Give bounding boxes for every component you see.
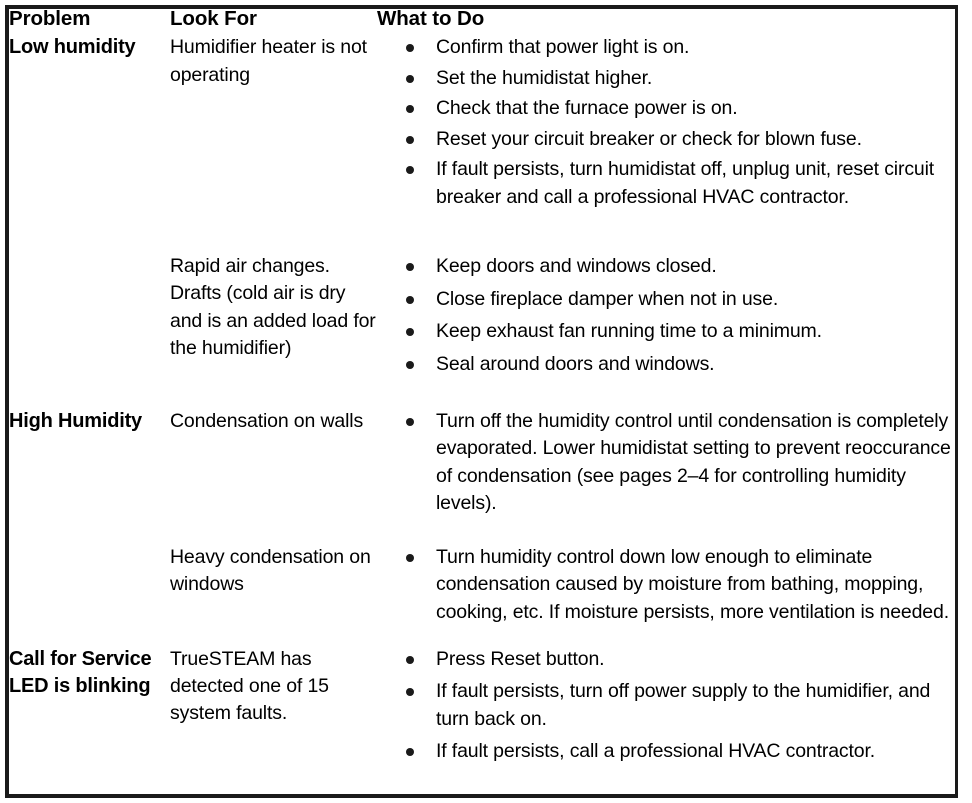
what-to-do-system-faults <box>377 646 955 794</box>
look-for-condensation-windows: Heavy condensation on windows <box>170 545 371 595</box>
what-to-do-condensation-walls <box>377 408 955 544</box>
column-header-look-for: Look For <box>170 7 257 30</box>
column-header-what-to-do: What to Do <box>377 7 485 30</box>
action-list <box>377 408 955 518</box>
action-list <box>377 34 955 211</box>
column-header-problem: Problem <box>9 7 91 30</box>
table-header-row <box>9 9 955 34</box>
action-list <box>377 544 955 626</box>
action-list <box>377 253 955 378</box>
troubleshooting-table <box>9 9 955 794</box>
problem-service-led-blinking: Call for Service LED is blinking <box>9 647 152 698</box>
list-item: If fault persists, call a professional HVAC contractor. <box>377 738 955 765</box>
list-item: Keep exhaust fan running time to a minimum. <box>377 318 955 345</box>
table-row <box>9 646 955 794</box>
what-to-do-condensation-windows <box>377 544 955 646</box>
what-to-do-rapid-air-changes <box>377 253 955 408</box>
list-item: Turn off the humidity control until condensation is completely evaporated. Lower humidistat setting to prevent reoccurance of condensation (see pages 2–4 for controlling humidity levels). <box>377 408 955 518</box>
problem-high-humidity: High Humidity <box>9 409 142 432</box>
list-item: Keep doors and windows closed. <box>377 253 955 280</box>
list-item: Press Reset button. <box>377 646 955 673</box>
action-list <box>377 646 955 766</box>
list-item: If fault persists, turn off power supply to the humidifier, and turn back on. <box>377 678 955 733</box>
table-row <box>9 34 955 253</box>
list-item: If fault persists, turn humidistat off, unplug unit, reset circuit breaker and call a professional HVAC contractor. <box>377 156 955 211</box>
problem-low-humidity: Low humidity <box>9 36 136 59</box>
table-row <box>9 408 955 544</box>
list-item: Check that the furnace power is on. <box>377 95 955 122</box>
look-for-heater-not-operating: Humidifier heater is not operating <box>170 36 367 86</box>
list-item: Close fireplace damper when not in use. <box>377 286 955 313</box>
list-item: Confirm that power light is on. <box>377 34 955 61</box>
look-for-system-faults: TrueSTEAM has detected one of 15 system faults. <box>170 647 329 725</box>
list-item: Set the humidistat higher. <box>377 65 955 92</box>
list-item: Seal around doors and windows. <box>377 351 955 378</box>
list-item: Reset your circuit breaker or check for blown fuse. <box>377 126 955 153</box>
what-to-do-heater-not-operating <box>377 34 955 253</box>
look-for-rapid-air-changes: Rapid air changes. Drafts (cold air is dry and is an added load for the humidifier) <box>170 255 376 360</box>
list-item: Turn humidity control down low enough to eliminate condensation caused by moisture from bathing, mopping, cooking, etc. If moisture persists, more ventilation is needed. <box>377 544 955 626</box>
look-for-condensation-walls: Condensation on walls <box>170 409 364 432</box>
troubleshooting-table-container <box>5 5 958 798</box>
